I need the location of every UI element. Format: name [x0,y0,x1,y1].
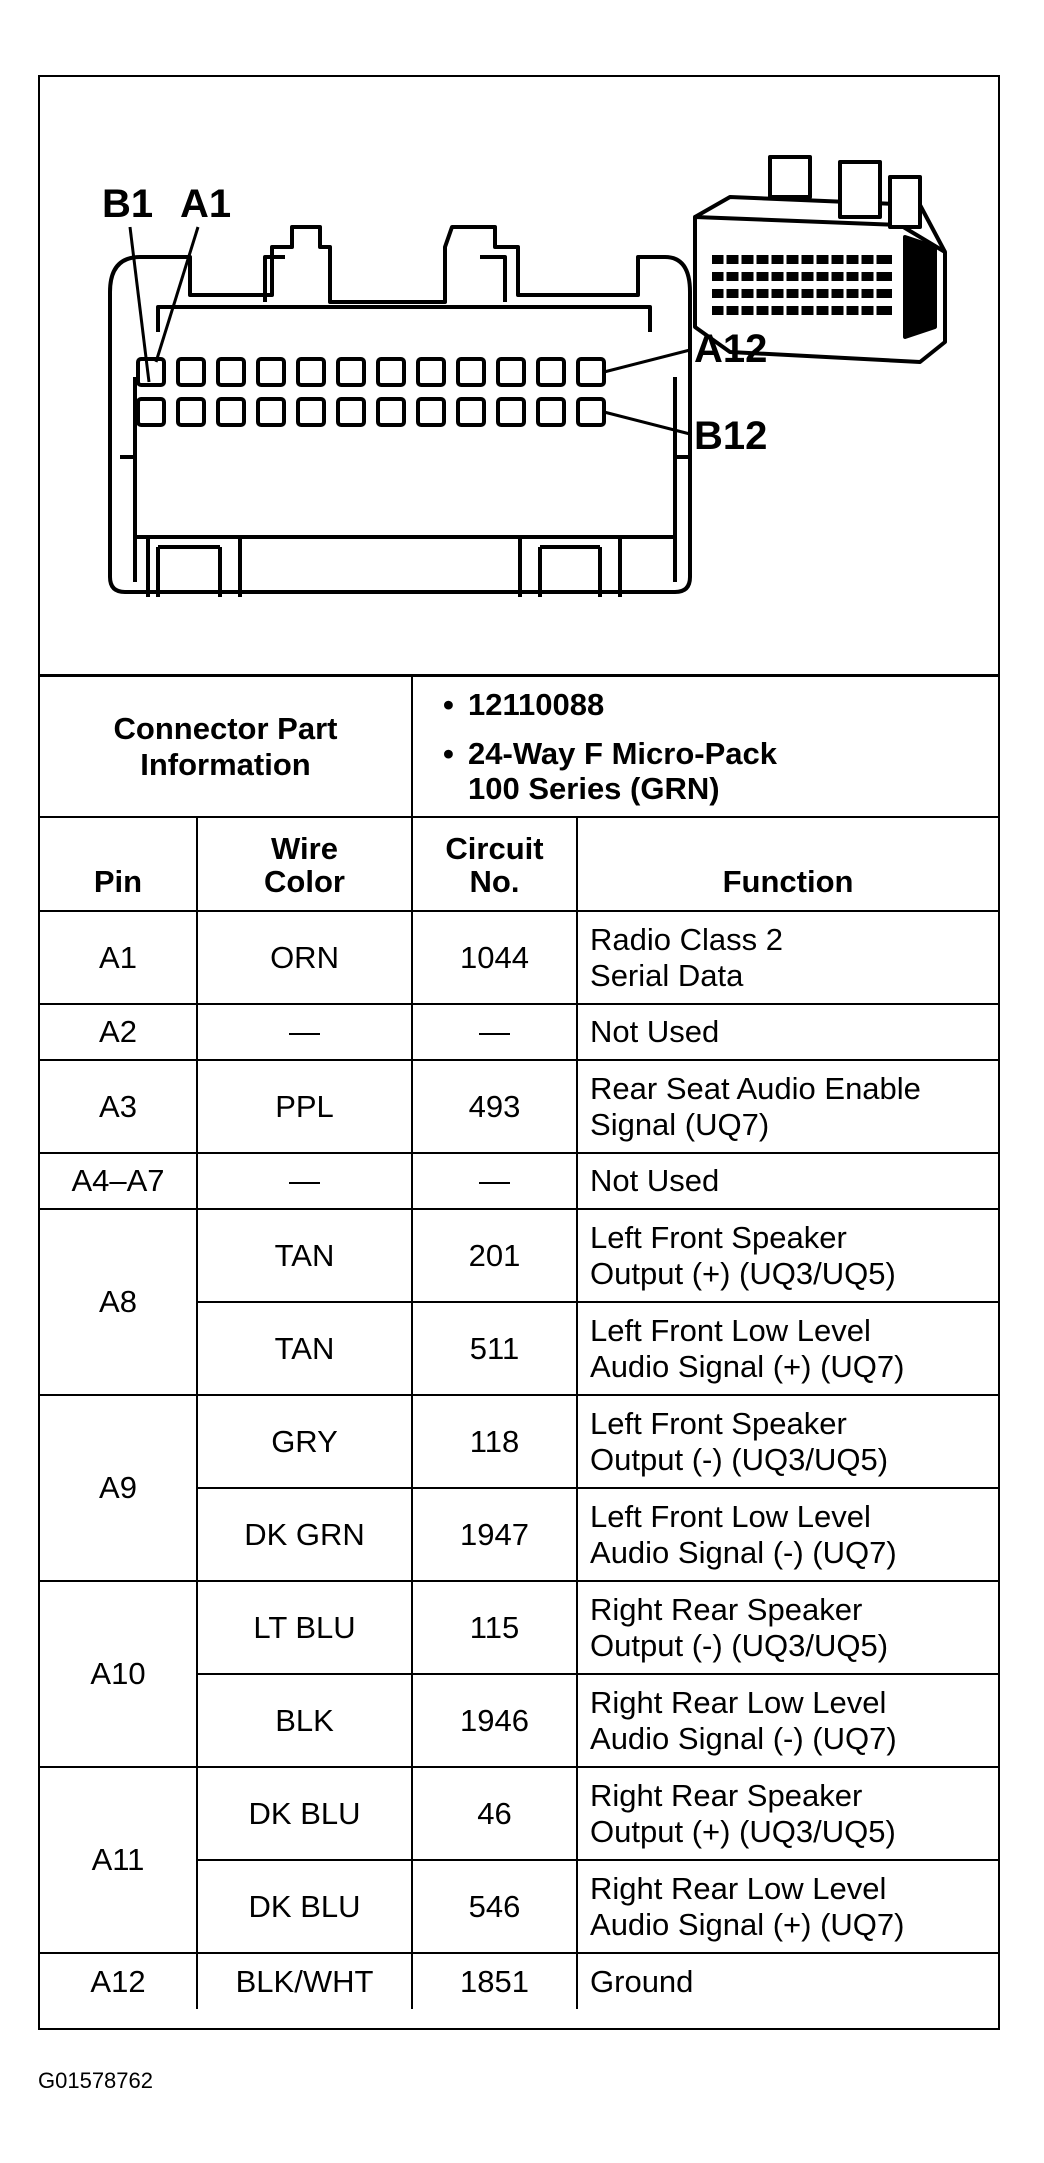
circuit-cell: 1044 [412,911,577,1004]
connector-info-label-line1: Connector Part [113,710,338,746]
wire-color-cell: — [197,1153,412,1209]
connector-part-number: 12110088 [468,687,605,722]
bullet-icon: • [443,736,454,771]
function-cell [577,1302,998,1395]
wire-color-cell: LT BLU [197,1581,412,1674]
header-circuit-line1: Circuit [445,831,544,866]
connector-description-line1: 24-Way F Micro-Pack [468,736,777,771]
function-line2: Signal (UQ7) [590,1106,770,1142]
function-line1: Right Rear Low Level [590,1684,887,1720]
pin-cell: A11 [40,1767,197,1953]
circuit-cell: 201 [412,1209,577,1302]
circuit-cell: 118 [412,1395,577,1488]
pin-cell: A10 [40,1581,197,1767]
pin-label-a1: A1 [180,182,232,226]
function-cell [577,1004,998,1060]
pin-label-b12: B12 [694,414,768,458]
function-cell [577,1395,998,1488]
circuit-cell: 511 [412,1302,577,1395]
pin-cell: A2 [40,1004,197,1060]
circuit-cell: 546 [412,1860,577,1953]
wire-color-cell: PPL [197,1060,412,1153]
table-row [40,1004,998,1060]
wire-color-cell: — [197,1004,412,1060]
circuit-cell: 493 [412,1060,577,1153]
function-line2: Output (-) (UQ3/UQ5) [590,1441,889,1477]
function-line2: Output (+) (UQ3/UQ5) [590,1813,896,1849]
function-line1: Right Rear Speaker [590,1591,863,1627]
connector-info-row [40,677,998,817]
wire-color-cell: BLK [197,1674,412,1767]
function-line1: Left Front Low Level [590,1312,871,1348]
circuit-cell: 115 [412,1581,577,1674]
pin-cell: A3 [40,1060,197,1153]
pin-label-b1: B1 [102,182,154,226]
circuit-cell: — [412,1004,577,1060]
wire-color-cell: ORN [197,911,412,1004]
pin-cell: A8 [40,1209,197,1395]
function-line1: Rear Seat Audio Enable [590,1070,921,1106]
function-cell [577,1767,998,1860]
table-row [40,1953,998,2009]
function-cell [577,1209,998,1302]
wire-color-cell: TAN [197,1209,412,1302]
function-line2: Audio Signal (+) (UQ7) [590,1348,905,1384]
pin-cell: A1 [40,911,197,1004]
header-circuit-line2: No. [469,864,520,899]
function-line1: Right Rear Speaker [590,1777,863,1813]
wire-color-cell: BLK/WHT [197,1953,412,2009]
table-row [40,911,998,1004]
function-cell [577,1860,998,1953]
function-line1: Left Front Speaker [590,1219,847,1255]
pinout-table [40,677,998,2009]
wire-color-cell: DK GRN [197,1488,412,1581]
function-line2: Output (+) (UQ3/UQ5) [590,1255,896,1291]
pin-cell: A9 [40,1395,197,1581]
figure-id: G01578762 [38,2068,153,2093]
connector-info-label [40,677,412,817]
function-line2: Serial Data [590,957,744,993]
header-wire-color-line2: Color [264,864,345,899]
header-wire-color-line1: Wire [271,831,338,866]
function-line2: Audio Signal (-) (UQ7) [590,1534,897,1570]
header-circuit-no [412,817,577,911]
function-line2: Output (-) (UQ3/UQ5) [590,1627,889,1663]
pin-cell: A12 [40,1953,197,2009]
table-row [40,1395,998,1488]
circuit-cell: 1946 [412,1674,577,1767]
wire-color-cell: GRY [197,1395,412,1488]
function-cell [577,1953,998,2009]
table-row [40,1060,998,1153]
wire-color-cell: DK BLU [197,1767,412,1860]
header-wire-color [197,817,412,911]
circuit-cell: 1947 [412,1488,577,1581]
circuit-cell: — [412,1153,577,1209]
header-pin: Pin [40,817,197,911]
function-line1: Left Front Speaker [590,1405,847,1441]
function-line1: Right Rear Low Level [590,1870,887,1906]
function-line2: Audio Signal (+) (UQ7) [590,1906,905,1942]
circuit-cell: 46 [412,1767,577,1860]
table-header-row [40,817,998,911]
table-row [40,1767,998,1860]
connector-info-details [412,677,998,817]
table-row [40,1153,998,1209]
connector-info-label-line2: Information [140,746,311,782]
header-function: Function [577,817,998,911]
function-cell [577,1488,998,1581]
connector-figure [38,75,1000,2030]
function-line1: Radio Class 2 [590,921,783,957]
pin-cavities [138,359,604,425]
function-cell [577,1674,998,1767]
function-line1: Left Front Low Level [590,1498,871,1534]
connector-face-drawing [40,77,998,674]
function-cell [577,1153,998,1209]
function-line1: Not Used [590,1163,720,1198]
circuit-cell: 1851 [412,1953,577,2009]
connector-diagram [40,77,998,677]
connector-description-line2: 100 Series (GRN) [468,771,720,806]
function-line1: Not Used [590,1014,720,1049]
bullet-icon: • [443,687,454,722]
function-line2: Audio Signal (-) (UQ7) [590,1720,897,1756]
function-line1: Ground [590,1963,694,1999]
wire-color-cell: TAN [197,1302,412,1395]
wire-color-cell: DK BLU [197,1860,412,1953]
pin-cell: A4–A7 [40,1153,197,1209]
function-cell [577,1060,998,1153]
pin-label-a12: A12 [694,327,768,371]
function-cell [577,1581,998,1674]
table-row [40,1209,998,1302]
function-cell [577,911,998,1004]
table-row [40,1581,998,1674]
